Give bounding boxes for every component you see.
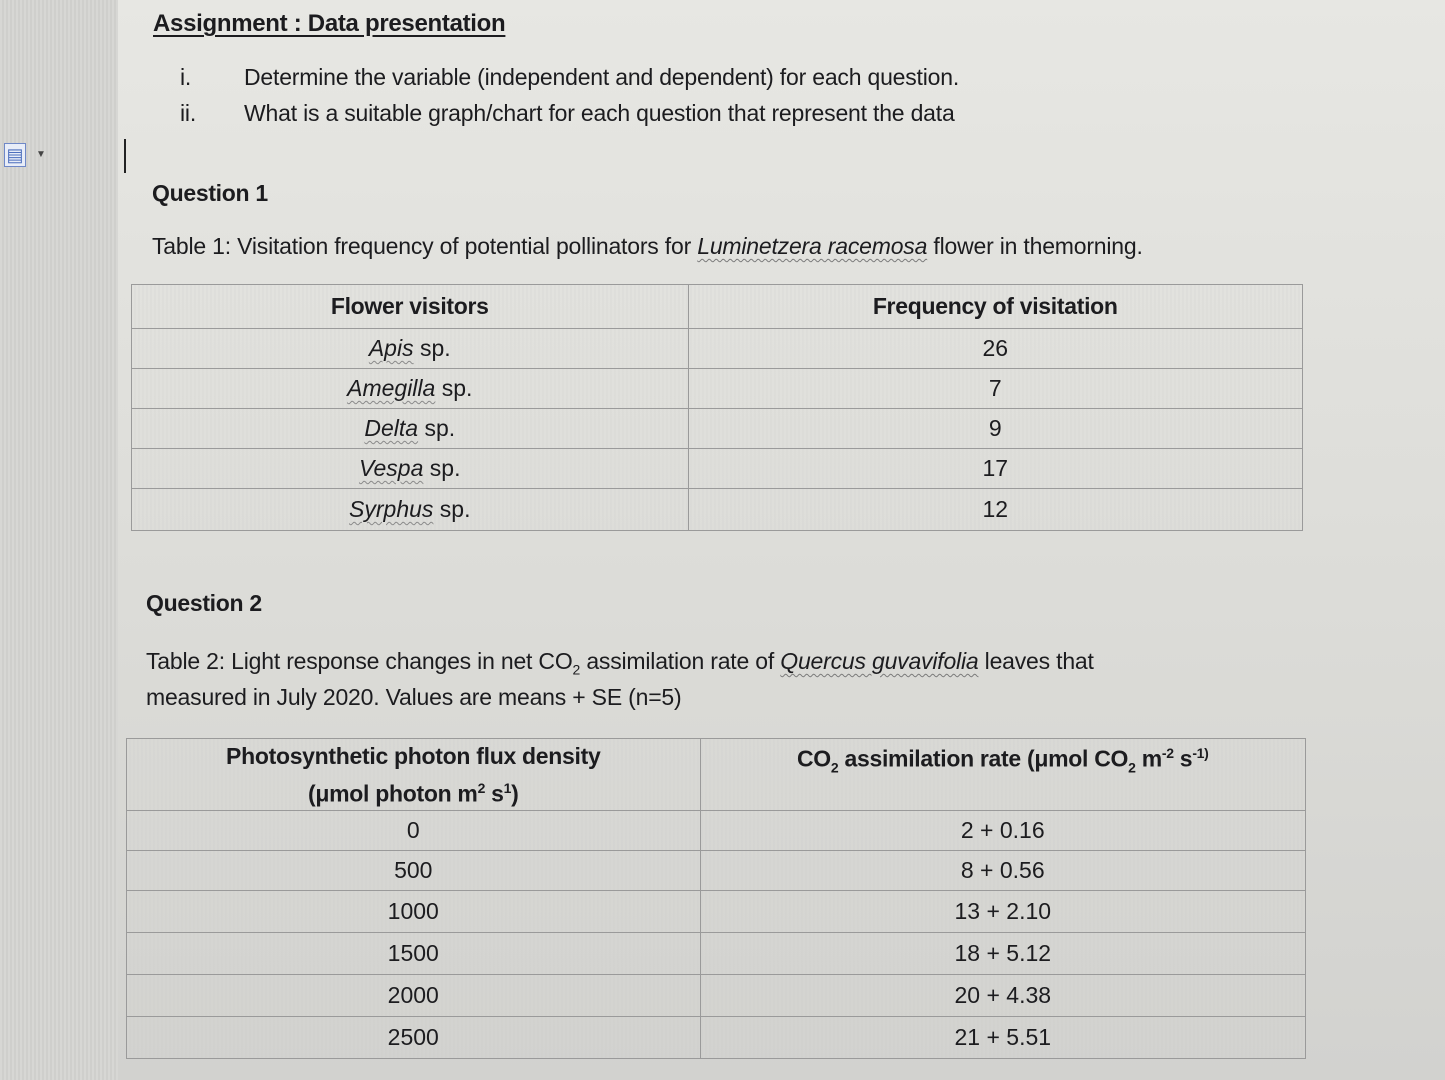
table-row <box>132 369 1303 409</box>
assignment-heading: Assignment : Data presentation <box>153 10 506 37</box>
ppfd-cell: 0 <box>127 811 701 851</box>
genus-suffix: sp. <box>413 335 451 361</box>
caption-species: Quercus guvavifolia <box>780 648 979 674</box>
genus-suffix: sp. <box>423 455 461 481</box>
frequency-cell: 12 <box>688 489 1302 531</box>
ppfd-cell: 2500 <box>127 1017 701 1059</box>
co2-header-mid: assimilation rate (μmol CO <box>838 745 1129 772</box>
co2-rate-cell: 20 + 4.38 <box>700 975 1305 1017</box>
frequency-cell: 17 <box>688 449 1302 489</box>
instruction-text: What is a suitable graph/chart for each question that represent the data <box>244 100 955 126</box>
table-2-header-ppfd <box>127 739 701 811</box>
table-1-caption <box>152 233 1143 260</box>
flower-visitor-cell <box>132 409 689 449</box>
co2-header-sub-2: 2 <box>1128 759 1136 776</box>
frequency-cell: 9 <box>688 409 1302 449</box>
table-row <box>127 811 1306 851</box>
co2-rate-cell: 2 + 0.16 <box>700 811 1305 851</box>
instruction-item-1 <box>180 64 1180 96</box>
table-row <box>127 933 1306 975</box>
ppfd-cell: 1500 <box>127 933 701 975</box>
table-row <box>127 975 1306 1017</box>
caption-species: Luminetzera racemosa <box>697 233 928 259</box>
ppfd-header-line-2 <box>127 772 700 810</box>
question-1-title: Question 1 <box>152 180 268 206</box>
genus-name: Amegilla <box>347 375 436 401</box>
flower-visitor-cell <box>132 369 689 409</box>
ppfd-unit-prefix: (μmol photon m <box>308 780 478 807</box>
ppfd-cell: 2000 <box>127 975 701 1017</box>
caption-prefix: Table 2: Light response changes in net CO <box>146 648 573 674</box>
table-2-header-co2 <box>700 739 1305 811</box>
co2-header-sup-2: -1) <box>1192 745 1209 761</box>
caption-prefix: Table 1: Visitation frequency of potential pollinators for <box>152 233 698 259</box>
flower-visitor-cell <box>132 329 689 369</box>
frequency-cell: 26 <box>688 329 1302 369</box>
co2-header-prefix: CO <box>796 745 831 772</box>
co2-rate-cell: 13 + 2.10 <box>700 891 1305 933</box>
table-row <box>132 329 1303 369</box>
instruction-item-2 <box>180 100 1180 132</box>
table-row <box>127 1017 1306 1059</box>
instruction-text: Determine the variable (independent and dependent) for each question. <box>244 64 960 90</box>
co2-rate-cell: 8 + 0.56 <box>700 851 1305 891</box>
genus-name: Syrphus <box>349 496 434 522</box>
question-2-title: Question 2 <box>146 590 262 616</box>
caption-subscript: 2 <box>572 661 581 678</box>
flower-visitor-cell <box>132 449 689 489</box>
chevron-down-icon[interactable]: ▼ <box>36 149 46 160</box>
ppfd-cell: 500 <box>127 851 701 891</box>
frequency-cell: 7 <box>688 369 1302 409</box>
genus-suffix: sp. <box>435 375 473 401</box>
co2-header-sub: 2 <box>830 759 839 776</box>
table-row <box>127 891 1306 933</box>
instruction-number: i. <box>180 64 192 90</box>
ppfd-header-line-1: Photosynthetic photon flux density <box>226 742 601 769</box>
table-row <box>132 409 1303 449</box>
co2-header-sup-1: -2 <box>1161 745 1174 761</box>
genus-suffix: sp. <box>433 496 471 522</box>
co2-rate-cell: 21 + 5.51 <box>700 1017 1305 1059</box>
table-2-caption-line-2: measured in July 2020. Values are means + SE (n=5) <box>146 684 682 710</box>
caption-suffix: flower in themorning. <box>927 233 1143 259</box>
table-row <box>127 851 1306 891</box>
table-2 <box>126 738 1306 1059</box>
caption-middle: assimilation rate of <box>580 648 781 674</box>
flower-visitor-cell <box>132 489 689 531</box>
ppfd-cell: 1000 <box>127 891 701 933</box>
table-1 <box>131 284 1303 531</box>
document-layout-icon[interactable]: ▤ <box>4 143 26 167</box>
table-row <box>132 449 1303 489</box>
co2-header-m: m <box>1135 745 1162 772</box>
text-cursor <box>124 139 126 173</box>
table-1-header-visitors: Flower visitors <box>132 285 689 329</box>
table-row <box>132 489 1303 531</box>
table-1-header-frequency: Frequency of visitation <box>688 285 1302 329</box>
table-2-caption <box>146 648 1094 678</box>
co2-header-s: s <box>1173 745 1193 772</box>
ppfd-unit-sup-1: 2 <box>477 779 486 796</box>
ppfd-unit-suffix: ) <box>511 780 519 807</box>
instruction-number: ii. <box>180 100 197 126</box>
genus-name: Vespa <box>359 455 424 481</box>
ppfd-unit-mid: s <box>485 780 504 807</box>
genus-name: Delta <box>364 415 419 441</box>
genus-suffix: sp. <box>418 415 456 441</box>
ppfd-unit-sup-2: 1 <box>503 779 512 796</box>
caption-suffix: leaves that <box>978 648 1094 674</box>
genus-name: Apis <box>368 335 414 361</box>
co2-rate-cell: 18 + 5.12 <box>700 933 1305 975</box>
